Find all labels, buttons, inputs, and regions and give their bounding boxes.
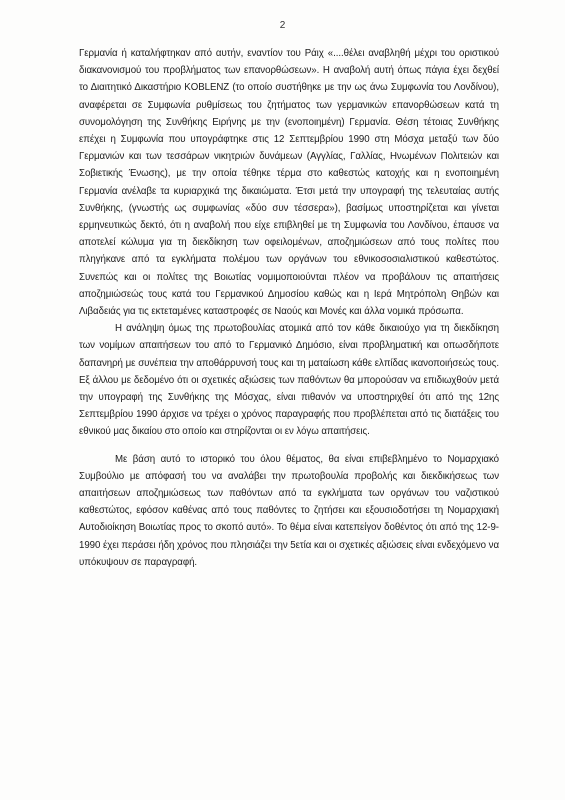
paragraph-gap xyxy=(79,441,499,451)
paragraph-2: Η ανάληψη όμως της πρωτοβουλίας ατομικά από τον κάθε δικαιούχο για τη διεκδίκηση των νομίμων απαιτήσεων του από το Γερμανικό Δημόσιο, είναι προβληματική και οπωσδήποτε δαπανηρή με συνέπεια την αποθάρρυνσή τους και τη ματαίωση κάθε ελπίδας ικανοποιήσεώς τους. Εξ άλλου με δεδομένο ότι οι σχετικές αξιώσεις των παθόντων θα μπορούσαν να επιδιωχθούν μετά την υπογραφή της Συνθήκης της Μόσχας, είναι πιθανόν να υποστηριχθεί ότι από της 12ης Σεπτεμβρίου 1990 άρχισε να τρέχει ο χρόνος παραγραφής που προβλέπεται από τις διατάξεις του εθνικού μας δικαίου στο οποίο και στηρίζονται οι εν λόγω απαιτήσεις. xyxy=(79,323,499,438)
paragraph-3: Με βάση αυτό το ιστορικό του όλου θέματος, θα είναι επιβεβλημένο το Νομαρχιακό Συμβούλιο με απόφασή του να αναλάβει την πρωτοβουλία προβολής και διεκδικήσεως των απαιτήσεων αποζημιώσεως των παθόντων από τα εγκλήματα των οργάνων του ναζιστικού καθεστώτος, εφόσον καθένας από τους παθόντες το ζητήσει και εξουσιοδοτήσει τη Νομαρχιακή Αυτοδιοίκηση Βοιωτίας προς το σκοπό αυτό». Το θέμα είναι κατεπείγον δοθέντος ότι από της 12-9-1990 έχει περάσει ήδη χρόνος που πλησιάζει την 5ετία και οι σχετικές αξιώσεις είναι ενδεχόμενο να υπόκυψουν σε παραγραφή. xyxy=(79,453,499,568)
document-body xyxy=(79,45,499,571)
paragraph-1: Γερμανία ή καταλήφτηκαν από αυτήν, εναντίον του Ράιχ «....θέλει αναβληθή μέχρι του οριστικού διακανονισμού του προβλήματος των επανορθώσεων». Η αναβολή αυτή όπως πάγια έχει δεχθεί το Διαιτητικό Δικαστήριο KOBLENZ (το οποίο συστήθηκε με την ως άνω Συμφωνία του Λονδίνου), αναφέρεται σε Συμφωνία ρυθμίσεως του ζητήματος των γερμανικών επανορθώσεων κατά τη συνομολόγηση της Συνθήκης Ειρήνης με την (ενοποιημένη) Γερμανία. Θέση τέτοιας Συνθήκης επέχει η Συμφωνία που υπογράφτηκε στις 12 Σεπτεμβρίου 1990 στη Μόσχα μεταξύ των δύο Γερμανιών και των τεσσάρων νικητριών δυνάμεων (Αγγλίας, Γαλλίας, Ηνωμένων Πολιτειών και Σοβιετικής Ένωσης), με την οποία τέθηκε τέρμα στο καθεστώς κατοχής και η ενοποιημένη Γερμανία ανέλαβε τα κυριαρχικά της δικαιώματα. Έτσι μετά την υπογραφή της τελευταίας αυτής Συνθήκης, (γνωστής ως συμφωνίας «δύο συν τέσσερα»), βασίμως υποστηρίζεται και γίνεται ερμηνευτικώς δεκτό, ότι η αναβολή που είχε επιβληθεί με τη Συμφωνία του Λονδίνου, έπαυσε να αποτελεί κώλυμα για τη διεκδίκηση των οφειλομένων, αποζημιώσεων από τους πολίτες που πληγήκανε από τα εγκλήματα πολέμου των οργάνων του εθνικοσοσιαλιστικού καθεστώτος. Συνεπώς και οι πολίτες της Βοιωτίας νομιμοποιούνται πλέον να προβάλουν τις απαιτήσεις αποζημιώσεώς τους κατά του Γερμανικού Δημοσίου καθώς και η Ιερά Μητρόπολη Θηβών και Λιβαδειάς για τις εκτεταμένες καταστροφές σε Ναούς και Μονές και άλλα νομικά πρόσωπα. xyxy=(79,48,499,318)
page-number: 2 xyxy=(279,20,286,31)
